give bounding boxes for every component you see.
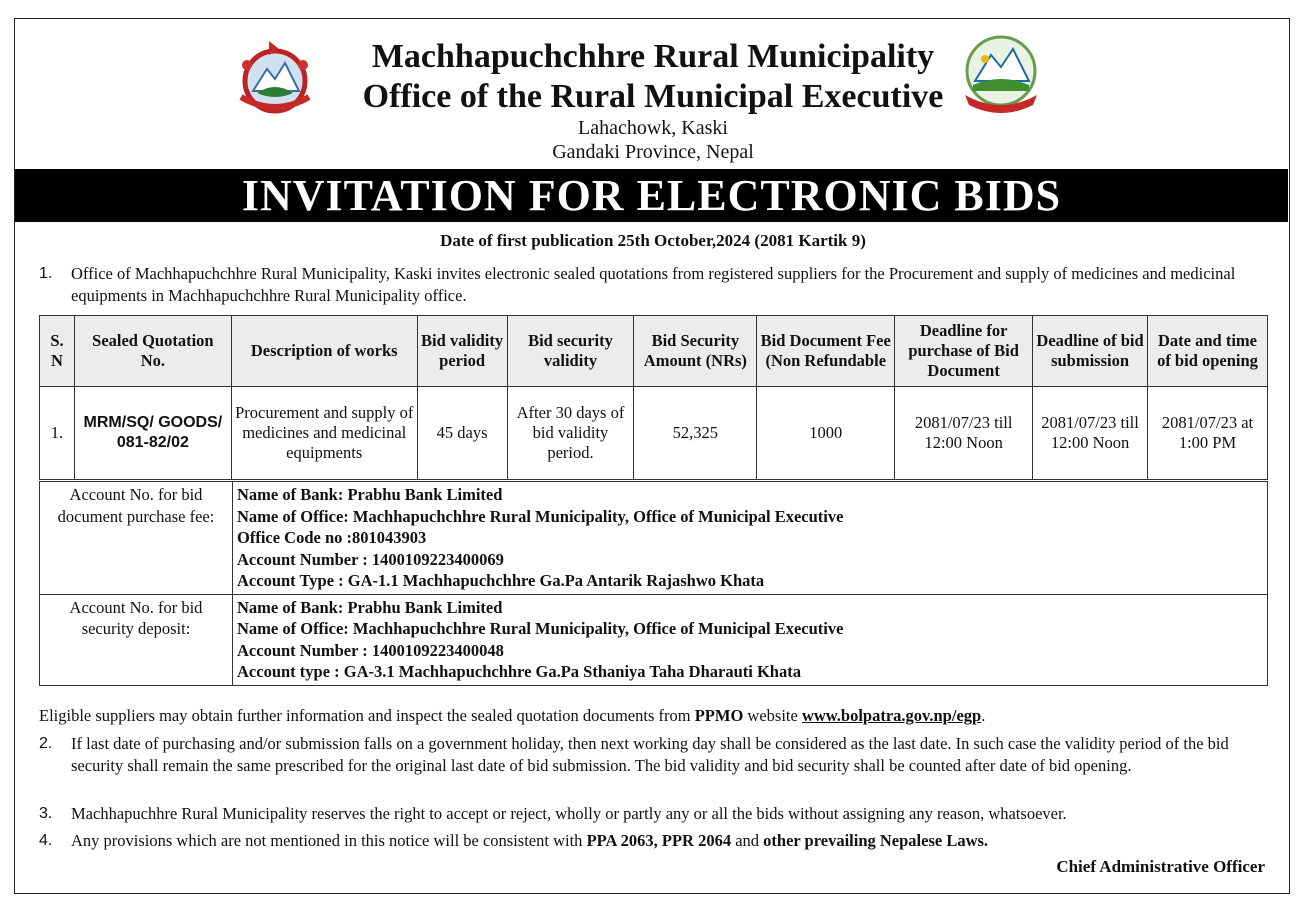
cell-security-validity: After 30 days of bid validity period. xyxy=(507,387,634,480)
eligibility-paragraph xyxy=(39,705,1279,727)
col-header-quotation-no: Sealed Quotation No. xyxy=(74,316,231,387)
municipality-logo-icon xyxy=(955,29,1047,121)
bolpatra-link[interactable]: www.bolpatra.gov.np/egp xyxy=(801,706,982,725)
cell-description: Procurement and supply of medicines and medicinal equipments xyxy=(231,387,417,480)
cell-sn: 1. xyxy=(40,387,75,480)
cell-quotation-no: MRM/SQ/ GOODS/ 081-82/02 xyxy=(74,387,231,480)
intro-paragraph: Office of Machhapuchchhre Rural Municipality, Kaski invites electronic sealed quotations from registered suppliers for the Procurement and supply of medicines and medicinal equipments in Machhapuchchhre Rural Municipality office. xyxy=(71,264,1236,305)
account-row-purchase-fee xyxy=(40,482,1268,595)
cell-security-amount: 52,325 xyxy=(634,387,757,480)
col-header-doc-fee: Bid Document Fee (Non Refundable xyxy=(757,316,895,387)
account-number: Account Number : 1400109223400048 xyxy=(237,640,504,660)
clause-number: 1. xyxy=(39,265,53,282)
account-details xyxy=(233,594,1268,685)
col-header-submission-deadline: Deadline of bid submission xyxy=(1033,316,1148,387)
clause-2-paragraph: If last date of purchasing and/or submission falls on a government holiday, then next working day shall be considered as the last date. In such case the validity period of the bid security shall remain the same prescribed for the original last date of bid submission. The bid validity and bid security shall be counted after date of bid opening. xyxy=(71,734,1229,775)
col-header-opening: Date and time of bid opening xyxy=(1148,316,1268,387)
col-header-sn: S. N xyxy=(40,316,75,387)
notice-header xyxy=(15,19,1291,169)
cell-doc-fee: 1000 xyxy=(757,387,895,480)
address-line1: Lahachowk, Kaski xyxy=(578,117,728,139)
clause-4-text: and xyxy=(731,831,764,850)
account-label: Account No. for bid security deposit: xyxy=(40,594,233,685)
account-details xyxy=(233,482,1268,595)
cell-validity: 45 days xyxy=(417,387,507,480)
clause-3-paragraph: Machhapuchhre Rural Municipality reserves the right to accept or reject, wholly or partly any or all the bids without assigning any reason, whatsoever. xyxy=(71,804,1067,823)
account-type: Account type : GA-3.1 Machhapuchchhre Ga.Pa Sthaniya Taha Dharauti Khata xyxy=(237,662,801,681)
cell-submission-deadline: 2081/07/23 till 12:00 Noon xyxy=(1033,387,1148,480)
eligibility-text: Eligible suppliers may obtain further information and inspect the sealed quotation documents from xyxy=(39,706,695,725)
office-name: Name of Office: Machhapuchchhre Rural Municipality, Office of Municipal Executive xyxy=(237,619,844,638)
ppa-ppr-reference: PPA 2063, PPR 2064 xyxy=(586,831,732,850)
address-line2: Gandaki Province, Nepal xyxy=(552,141,754,163)
clause-number: 2. xyxy=(39,735,53,752)
clause-number: 4. xyxy=(39,832,53,849)
table-row xyxy=(40,387,1268,480)
col-header-security-amount: Bid Security Amount (NRs) xyxy=(634,316,757,387)
col-header-purchase-deadline: Deadline for purchase of Bid Document xyxy=(895,316,1033,387)
account-type: Account Type : GA-1.1 Machhapuchchhre Ga.Pa Antarik Rajashwo Khata xyxy=(237,571,765,590)
cell-purchase-deadline: 2081/07/23 till 12:00 Noon xyxy=(895,387,1033,480)
org-title-line2: Office of the Rural Municipal Executive xyxy=(362,78,944,115)
clause-number: 3. xyxy=(39,805,53,822)
signature-title: Chief Administrative Officer xyxy=(1056,857,1265,876)
cell-opening: 2081/07/23 at 1:00 PM xyxy=(1148,387,1268,480)
bid-invitation-banner: INVITATION FOR ELECTRONIC BIDS xyxy=(15,169,1288,222)
ppmo-label: PPMO xyxy=(694,706,744,725)
bank-accounts-table xyxy=(39,481,1268,686)
bid-details-table xyxy=(39,315,1268,480)
org-title-line1: Machhapuchchhre Rural Municipality xyxy=(371,38,935,75)
bank-name: Name of Bank: Prabhu Bank Limited xyxy=(237,597,503,617)
clause-4-paragraph xyxy=(71,830,1271,852)
nepalese-laws-reference: other prevailing Nepalese Laws. xyxy=(763,831,989,850)
table-header-row xyxy=(40,316,1268,387)
col-header-description: Description of works xyxy=(231,316,417,387)
publication-date: Date of first publication 25th October,2024 (2081 Kartik 9) xyxy=(440,231,866,250)
eligibility-text: website xyxy=(743,706,802,725)
account-row-security-deposit xyxy=(40,594,1268,685)
col-header-security-validity: Bid security validity xyxy=(507,316,634,387)
eligibility-text: . xyxy=(981,706,986,725)
office-code: Office Code no :801043903 xyxy=(237,528,427,547)
account-label: Account No. for bid document purchase fee: xyxy=(40,482,233,595)
bank-name: Name of Bank: Prabhu Bank Limited xyxy=(237,485,503,504)
col-header-validity: Bid validity period xyxy=(417,316,507,387)
clause-4-text: Any provisions which are not mentioned in this notice will be consistent with xyxy=(71,831,587,850)
notice-frame xyxy=(14,18,1290,894)
account-number: Account Number : 1400109223400069 xyxy=(237,549,504,569)
office-name: Name of Office: Machhapuchchhre Rural Municipality, Office of Municipal Executive xyxy=(237,506,844,526)
